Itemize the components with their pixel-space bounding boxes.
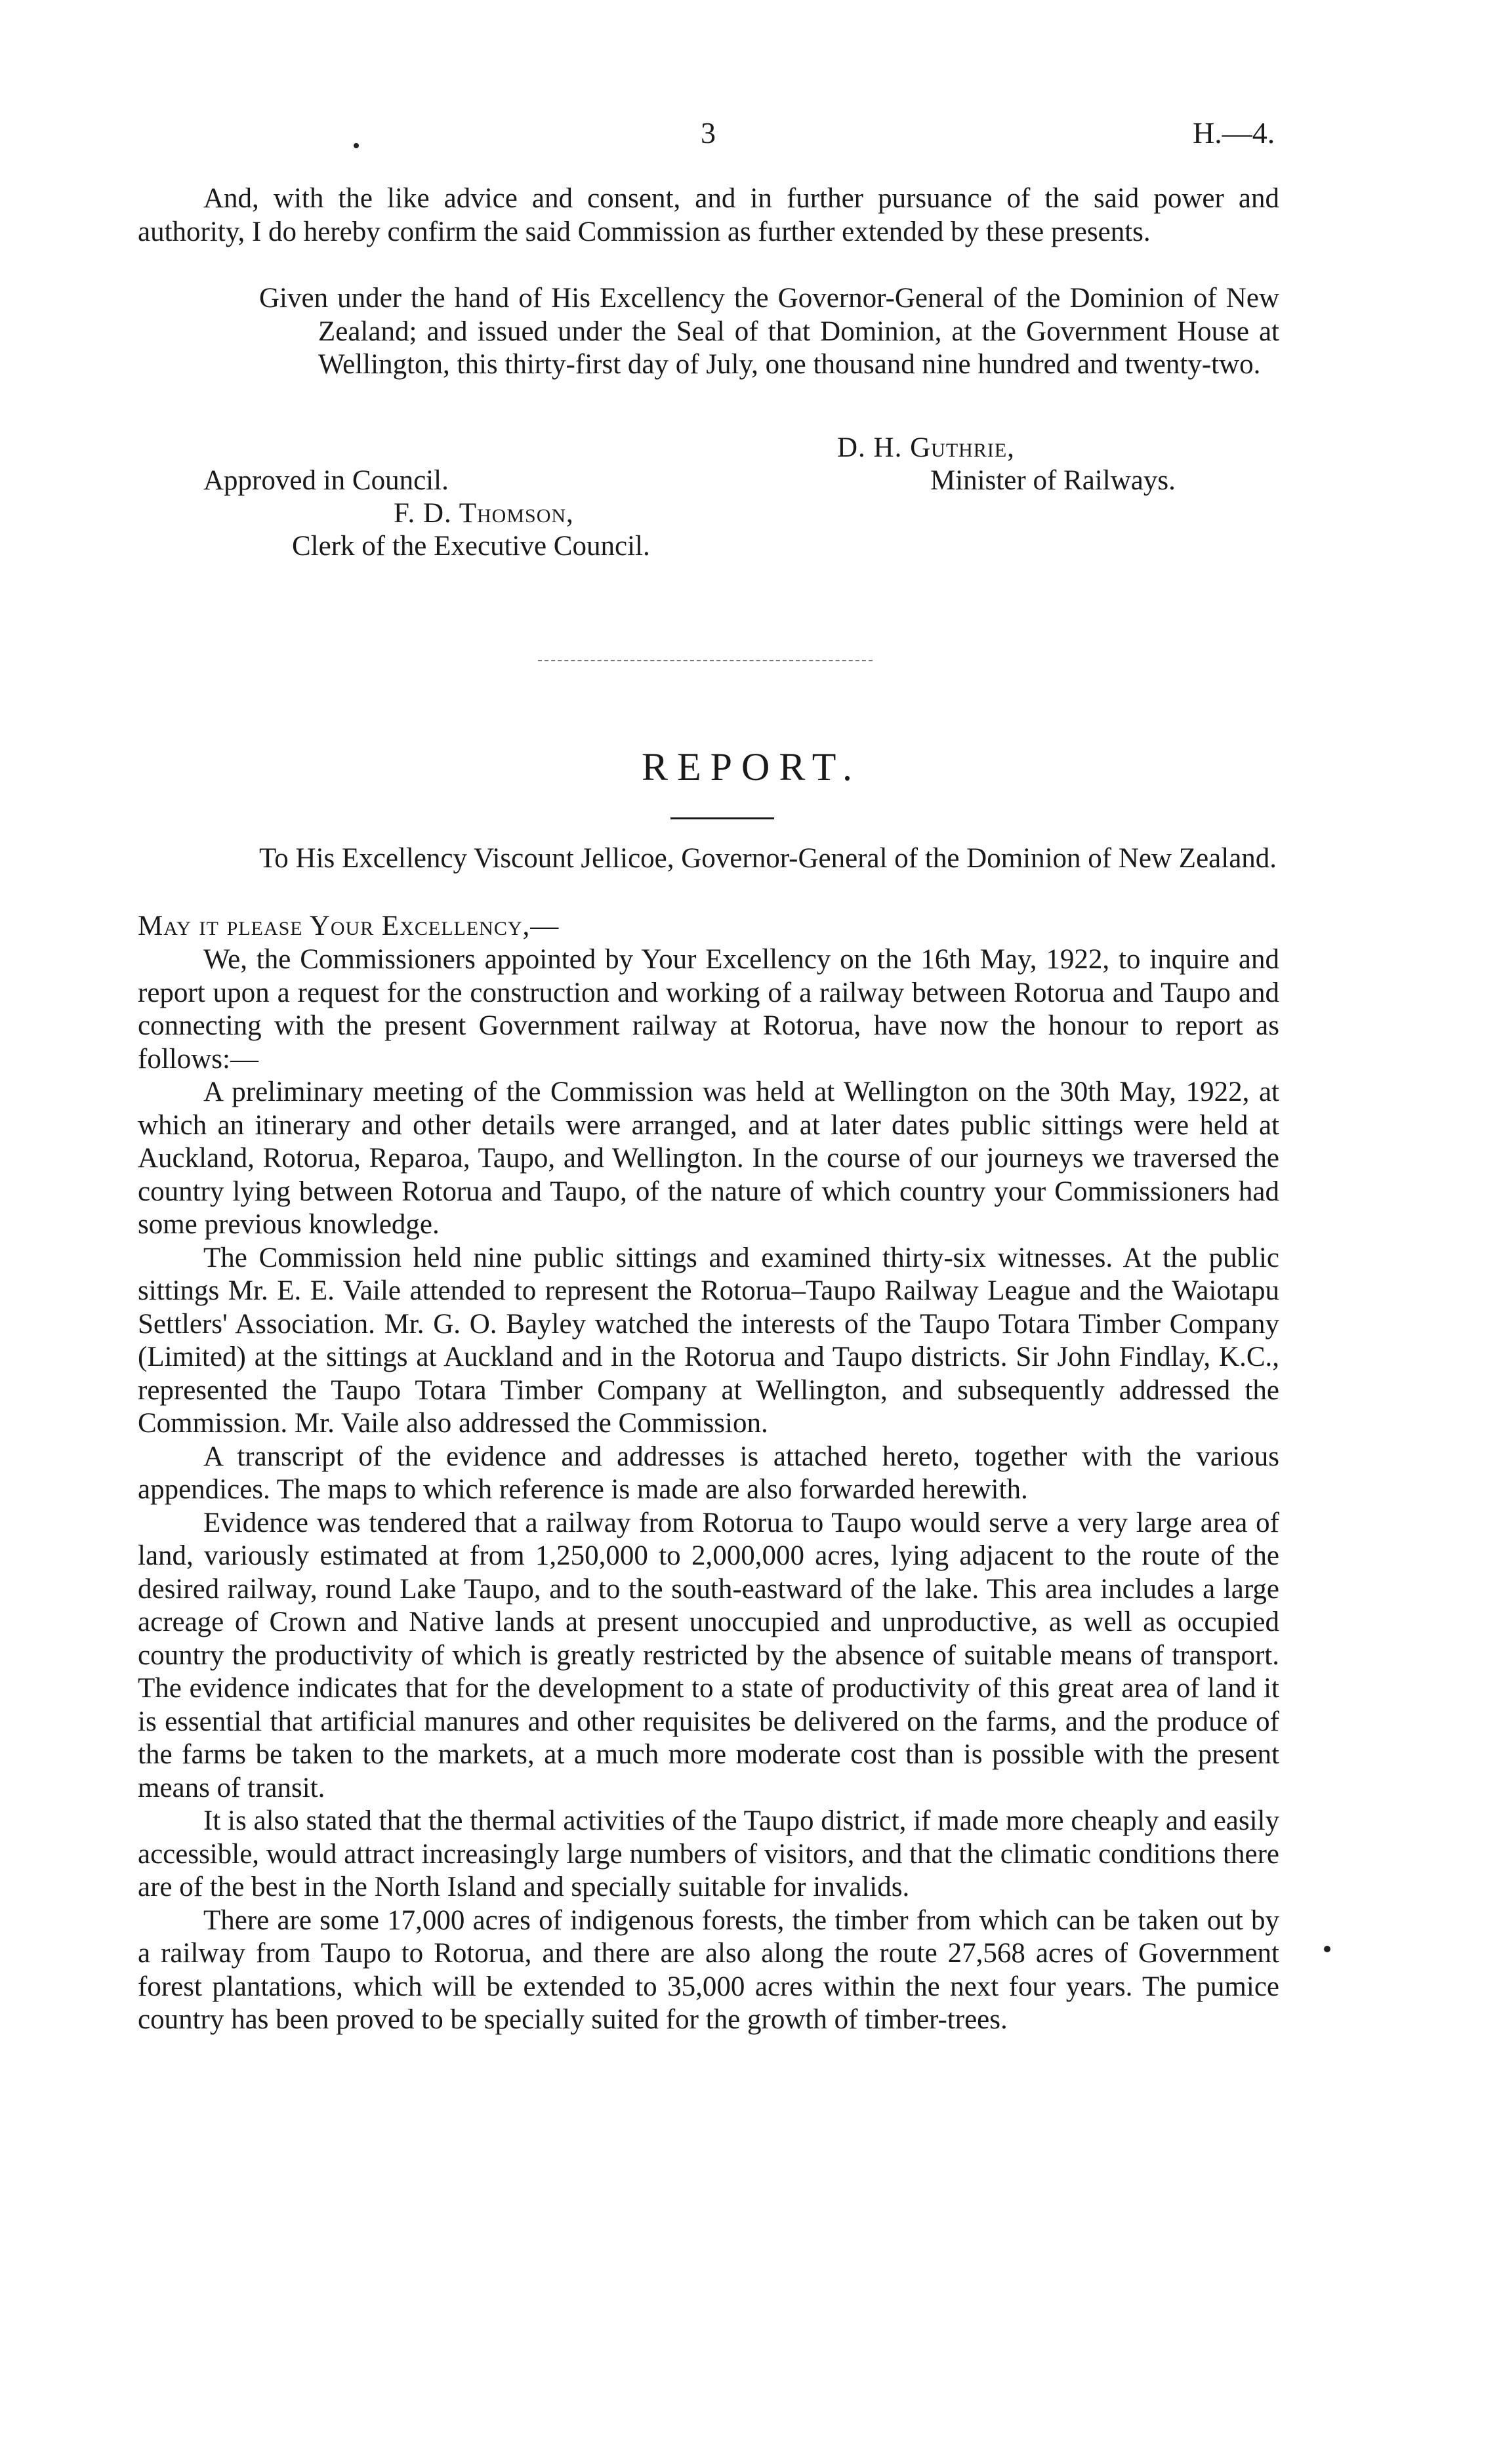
- report-paragraph: We, the Commissioners appointed by Your Excellency on the 16th May, 1922, to inquire and report upon a request for the construction and working of a railway between Rotorua and Taupo and connecting with the present Government railway at Rotorua, have now the honour to report as follows:—: [138, 944, 1279, 1075]
- document-reference: H.—4.: [1193, 116, 1275, 150]
- report-body: [138, 943, 1279, 2037]
- page-number: 3: [701, 116, 716, 150]
- margin-speck: [1324, 1946, 1330, 1952]
- report-paragraph: Evidence was tendered that a railway from Rotorua to Taupo would serve a very large area of land, variously estimated at from 1,250,000 to 2,000,000 acres, lying adjacent to the route of the desired railway, round Lake Taupo, and to the south-eastward of the lake. This area includes a large acreage of Crown and Native lands at present unoccupied and unproductive, as well as occupied country the productivity of which is greatly restricted by the absence of suitable means of transport. The evidence indicates that for the development to a state of productivity of this great area of land it is essential that artificial manures and other requisites be delivered on the farms, and the produce of the farms be taken to the markets, at a much more moderate cost than is possible with the present means of transit.: [138, 1507, 1279, 1803]
- report-title: REPORT.: [642, 745, 861, 789]
- given-under-hand-clause: Given under the hand of His Excellency the Governor-General of the Dominion of New Zealand; and issued under the Seal of that Dominion, at the Government House at Wellington, this thirty-first day of July, one thousand nine hundred and twenty-two.: [259, 283, 1279, 380]
- report-paragraph: A preliminary meeting of the Commission was held at Wellington on the 30th May, 1922, at which an itinerary and other details were arranged, and at later dates public sittings were held at Auckland, Rotorua, Reparoa, Taupo, and Wellington. In the course of our journeys we traversed the country lying between Rotorua and Taupo, of the nature of which country your Commissioners had some previous knowledge.: [138, 1077, 1279, 1240]
- report-paragraph: It is also stated that the thermal activities of the Taupo district, if made more cheaply and easily accessible, would attract increasingly large numbers of visitors, and that the climatic conditions there are of the best in the North Island and specially suitable for invalids.: [138, 1805, 1279, 1902]
- report-paragraph: The Commission held nine public sittings and examined thirty-six witnesses. At the public sittings Mr. E. E. Vaile attended to represent the Rotorua–Taupo Railway League and the Waiotapu Settlers' Association. Mr. G. O. Bayley watched the interests of the Taupo Totara Timber Company (Limited) at the sittings at Auckland and in the Rotorua and Taupo districts. Sir John Findlay, K.C., represented the Taupo Totara Timber Company at Wellington, and subsequently addressed the Commission. Mr. Vaile also addressed the Commission.: [138, 1242, 1279, 1439]
- minister-title: Minister of Railways.: [930, 465, 1176, 496]
- report-paragraph: A transcript of the evidence and addresses is attached hereto, together with the various appendices. The maps to which reference is made are also forwarded herewith.: [138, 1441, 1279, 1505]
- approved-in-council: Approved in Council.: [203, 465, 449, 496]
- clerk-title: Clerk of the Executive Council.: [292, 531, 650, 562]
- report-paragraph: There are some 17,000 acres of indigenous forests, the timber from which can be taken out by a railway from Taupo to Rotorua, and there are also along the route 27,568 acres of Government forest plantations, which will be extended to 35,000 acres within the next four years. The pumice country has been proved to be specially suited for the growth of timber-trees.: [138, 1904, 1279, 2035]
- page-speck: [354, 143, 359, 148]
- confirmation-paragraph: [138, 182, 1279, 249]
- title-underline: [670, 817, 774, 819]
- confirmation-text: And, with the like advice and consent, and in further pursuance of the said power and authority, I do hereby confirm the said Commission as further extended by these presents.: [138, 183, 1279, 247]
- section-divider: [538, 660, 873, 661]
- clerk-name: F. D. Thomson,: [394, 498, 574, 529]
- minister-name: D. H. Guthrie,: [837, 432, 1015, 463]
- report-address: To His Excellency Viscount Jellicoe, Governor-General of the Dominion of New Zealand.: [259, 843, 1277, 874]
- salutation: May it please Your Excellency,—: [138, 911, 560, 941]
